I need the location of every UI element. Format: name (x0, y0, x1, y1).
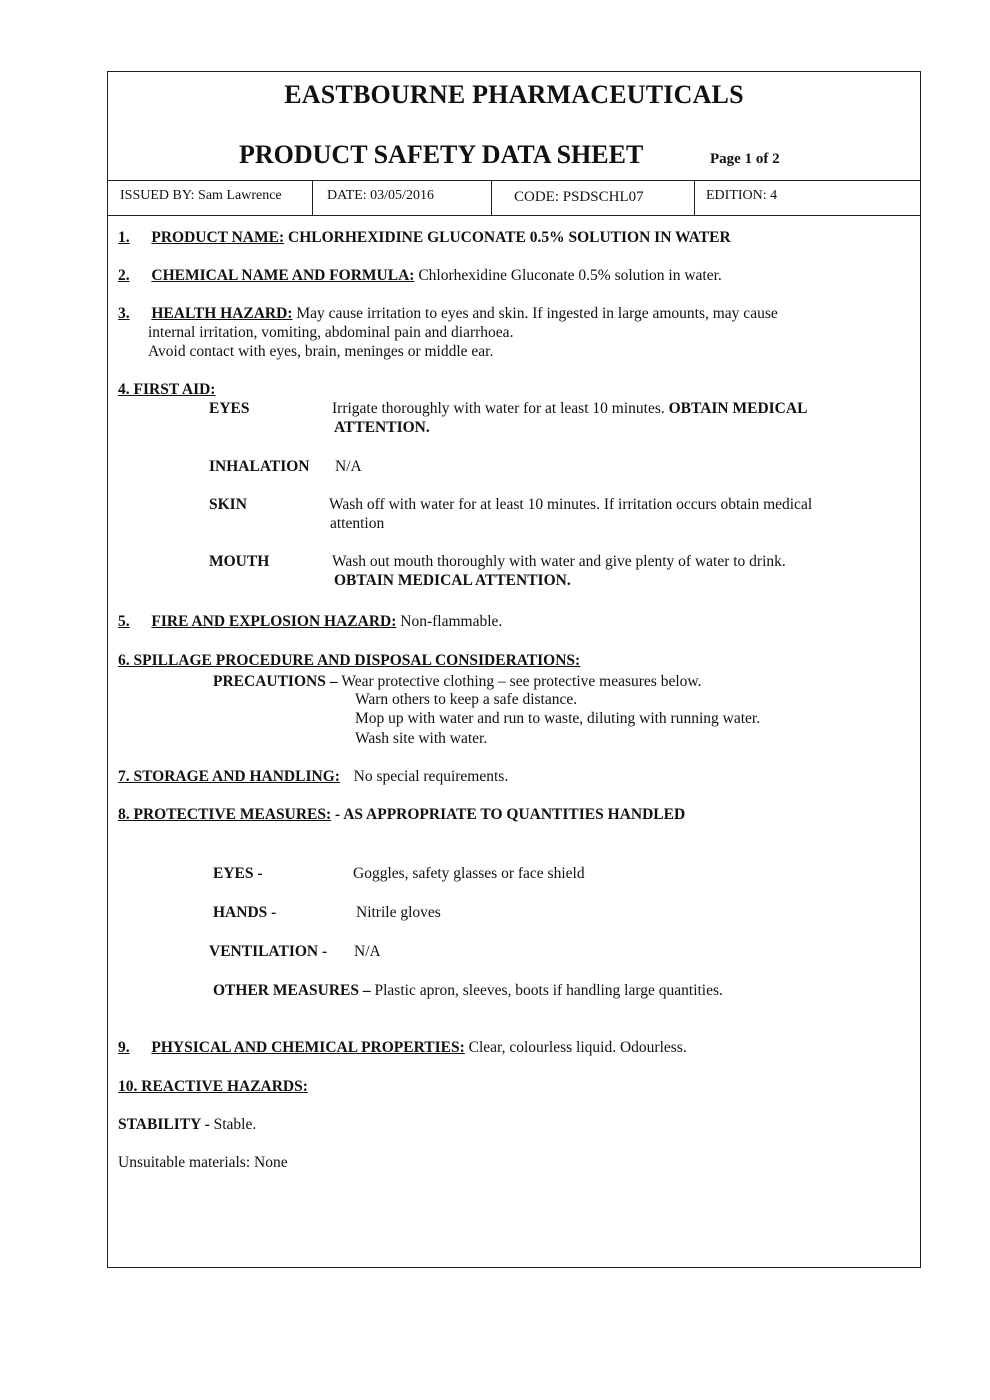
precautions-line-2: Warn others to keep a safe distance. (355, 691, 578, 708)
first-aid-inhalation-label: INHALATION (209, 458, 310, 475)
first-aid-eyes-instruction: Irrigate thoroughly with water for at least 10 minutes. (332, 400, 669, 417)
storage-value: No special requirements. (353, 768, 509, 785)
protective-hands-label: HANDS - (213, 904, 277, 921)
header-cell-divider (694, 180, 695, 216)
issued-by: ISSUED BY: Sam Lawrence (120, 188, 282, 203)
first-aid-eyes-warning: OBTAIN MEDICAL (668, 400, 808, 417)
first-aid-eyes-warning-2: ATTENTION. (334, 419, 430, 436)
product-name: CHLORHEXIDINE GLUCONATE 0.5% SOLUTION IN WATER (288, 229, 731, 246)
section-9-number: 9. (118, 1039, 130, 1056)
section-8 (118, 805, 685, 824)
section-3-label: HEALTH HAZARD: (151, 305, 293, 322)
protective-other-label: OTHER MEASURES – (213, 982, 375, 999)
protective-eyes-text: Goggles, safety glasses or face shield (353, 865, 585, 882)
health-hazard-line-1: May cause irritation to eyes and skin. If ingested in large amounts, may cause (296, 305, 778, 322)
first-aid-mouth-label: MOUTH (209, 553, 270, 570)
company-name: EASTBOURNE PHARMACEUTICALS (284, 80, 744, 109)
first-aid-mouth-text-2: OBTAIN MEDICAL ATTENTION. (334, 572, 571, 589)
header-divider-bottom (108, 215, 920, 216)
sheet-title: PRODUCT SAFETY DATA SHEET (239, 140, 644, 169)
protective-hands-text: Nitrile gloves (356, 904, 441, 921)
health-hazard-line-3: Avoid contact with eyes, brain, meninges or middle ear. (148, 343, 494, 360)
section-4-heading: 4. FIRST AID: (118, 381, 216, 398)
protective-ventilation-label: VENTILATION - (209, 943, 328, 960)
section-9-label: PHYSICAL AND CHEMICAL PROPERTIES: (151, 1039, 465, 1056)
section-2-label: CHEMICAL NAME AND FORMULA: (151, 267, 415, 284)
section-8-label: 8. PROTECTIVE MEASURES: (118, 806, 332, 823)
section-2 (118, 266, 722, 285)
section-7 (118, 767, 508, 786)
section-5-number: 5. (118, 613, 130, 630)
stability (118, 1115, 256, 1134)
section-8-suffix: - AS APPROPRIATE TO QUANTITIES HANDLED (331, 806, 686, 823)
section-1-number: 1. (118, 229, 130, 246)
first-aid-mouth-text-1: Wash out mouth thoroughly with water and give plenty of water to drink. (332, 553, 786, 570)
header-cell-divider (491, 180, 492, 216)
header-cell-divider (312, 180, 313, 216)
chemical-name: Chlorhexidine Gluconate 0.5% solution in water. (418, 267, 722, 284)
section-5 (118, 612, 502, 631)
first-aid-eyes-label: EYES (209, 400, 250, 417)
health-hazard-line-2: internal irritation, vomiting, abdominal pain and diarrhoea. (148, 324, 514, 341)
precautions-line-1 (213, 672, 701, 691)
stability-text: Stable. (213, 1116, 257, 1133)
precautions-line-4: Wash site with water. (355, 730, 488, 747)
first-aid-inhalation-text: N/A (335, 458, 362, 475)
section-10-heading: 10. REACTIVE HAZARDS: (118, 1078, 308, 1095)
section-1 (118, 228, 731, 247)
protective-other (213, 981, 723, 1000)
unsuitable-materials: Unsuitable materials: None (118, 1154, 288, 1171)
section-3-number: 3. (118, 305, 130, 322)
section-7-label: 7. STORAGE AND HANDLING: (118, 768, 340, 785)
protective-eyes-label: EYES - (213, 865, 263, 882)
section-3 (118, 304, 778, 323)
precautions-label: PRECAUTIONS – (213, 673, 342, 690)
stability-label: STABILITY - (118, 1116, 214, 1133)
edition: EDITION: 4 (706, 188, 778, 203)
section-5-label: FIRE AND EXPLOSION HAZARD: (151, 613, 397, 630)
section-2-number: 2. (118, 267, 130, 284)
first-aid-skin-text-2: attention (330, 515, 385, 532)
precautions-text-1: Wear protective clothing – see protective measures below. (341, 673, 702, 690)
document-code: CODE: PSDSCHL07 (514, 189, 644, 205)
page-number: Page 1 of 2 (710, 151, 780, 167)
section-6-heading: 6. SPILLAGE PROCEDURE AND DISPOSAL CONSIDERATIONS: (118, 652, 581, 669)
issue-date: DATE: 03/05/2016 (327, 188, 434, 203)
first-aid-skin-label: SKIN (209, 496, 247, 513)
protective-ventilation-text: N/A (354, 943, 381, 960)
header-divider-top (108, 180, 920, 181)
first-aid-eyes-text (332, 399, 807, 418)
section-1-label: PRODUCT NAME: (151, 229, 285, 246)
first-aid-skin-text-1: Wash off with water for at least 10 minutes. If irritation occurs obtain medical (329, 496, 813, 513)
section-9 (118, 1038, 687, 1057)
fire-hazard-value: Non-flammable. (400, 613, 503, 630)
protective-other-text: Plastic apron, sleeves, boots if handling large quantities. (374, 982, 723, 999)
precautions-line-3: Mop up with water and run to waste, diluting with running water. (355, 710, 761, 727)
physical-properties-value: Clear, colourless liquid. Odourless. (468, 1039, 687, 1056)
